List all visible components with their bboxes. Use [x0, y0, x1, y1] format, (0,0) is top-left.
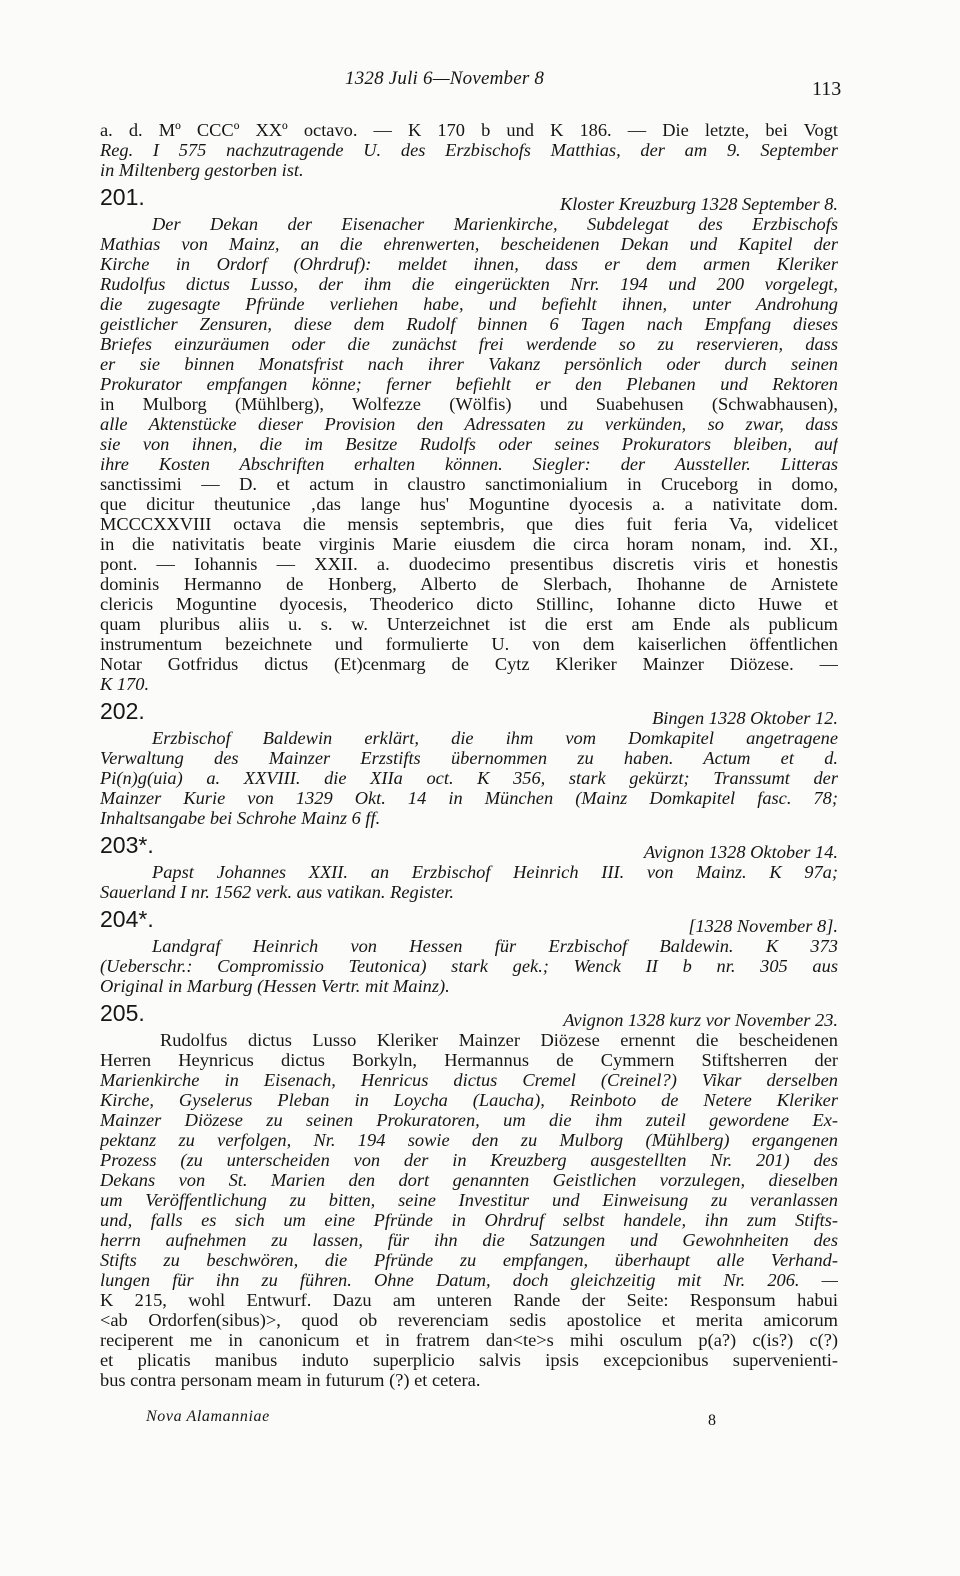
text-line: in die nativitatis beate virginis Marie eiusdem die circa horam nonam, ind. XI., [100, 534, 838, 554]
text-line: um Veröffentlichung zu bitten, seine Investitur und Einweisung zu veranlassen [100, 1190, 838, 1210]
entry-heading [100, 1000, 838, 1030]
text-line: ihre Kosten Abschriften erhalten können. Siegler: der Aussteller. Litteras [100, 454, 838, 474]
text-line: reciperent me in canonicum et in fratrem dan˂te˃s mihi osculum p(a?) c(is?) c(?) [100, 1330, 838, 1350]
intro-paragraph [100, 120, 838, 180]
entry-201 [100, 186, 838, 694]
entry-number: 201. [100, 184, 145, 210]
entry-heading [100, 698, 838, 728]
text-line: geistlicher Zensuren, diese dem Rudolf binnen 6 Tagen nach Empfang dieses [100, 314, 838, 334]
entry-place-date: [1328 November 8]. [688, 916, 838, 936]
text-line: sanctissimi — D. et actum in claustro sanctimonialium in Cruceborg in domo, [100, 474, 838, 494]
entry-heading [100, 184, 838, 214]
text-line: Der Dekan der Eisenacher Marienkirche, Subdelegat des Erzbischofs [152, 214, 838, 234]
text-line: Kirche, Gyselerus Pleban in Loycha (Laucha), Reinboto de Netere Kleriker [100, 1090, 838, 1110]
page-header [0, 68, 960, 98]
text-line: que dicitur theutunice ‚das lange hus' Moguntine dyocesis a. a nativitate dom. [100, 494, 838, 514]
text-line: die zugesagte Pfründe verliehen habe, und befiehlt ihnen, unter Androhung [100, 294, 838, 314]
text-line: Erzbischof Baldewin erklärt, die ihm vom Domkapitel angetragene [152, 728, 838, 748]
text-line: Herren Heynricus dictus Borkyln, Hermannus de Cymmern Stiftsherren der [100, 1050, 838, 1070]
text-line: Kirche in Ordorf (Ohrdruf): meldet ihnen, dass er dem armen Kleriker [100, 254, 838, 274]
text-line: et plicatis manibus induto superplicio salvis ipsis excepcionibus supervenienti- [100, 1350, 838, 1370]
text-line: ˂ab Ordorfen(sibus)˃, quod ob reverenciam sedis apostolice et merita amicorum [100, 1310, 838, 1330]
text-line: Notar Gotfridus dictus (Et)cenmarg de Cytz Kleriker Mainzer Diözese. — [100, 654, 838, 674]
entry-204 [100, 908, 838, 996]
text-line: pektanz zu verfolgen, Nr. 194 sowie den zu Mulborg (Mühlberg) ergangenen [100, 1130, 838, 1150]
entry-heading [100, 906, 838, 936]
text-line: a. d. Mº CCCº XXº octavo. — K 170 b und K 186. — Die letzte, bei Vogt [100, 120, 838, 140]
text-line: in Miltenberg gestorben ist. [100, 160, 304, 180]
text-line: Mainzer Kurie von 1329 Okt. 14 in München (Mainz Domkapitel fasc. 78; [100, 788, 838, 808]
signature-mark: Nova Alamanniae [146, 1408, 270, 1425]
entry-202 [100, 700, 838, 828]
page-footer [0, 1408, 960, 1432]
text-line: instrumentum bezeichnete und formulierte U. von dem kaiserlichen öffentlichen [100, 634, 838, 654]
entry-203 [100, 834, 838, 902]
entry-place-date: Avignon 1328 Oktober 14. [643, 842, 838, 862]
sheet-number: 8 [708, 1412, 716, 1429]
text-line: Mathias von Mainz, an die ehrenwerten, bescheidenen Dekan und Kapitel der [100, 234, 838, 254]
entry-place-date: Bingen 1328 Oktober 12. [652, 708, 838, 728]
entry-205 [100, 1002, 838, 1390]
text-line: MCCCXXVIII octava die mensis septembris, que dies fuit feria Va, videlicet [100, 514, 838, 534]
text-line: Landgraf Heinrich von Hessen für Erzbischof Baldewin. K 373 [152, 936, 838, 956]
text-line: (Ueberschr.: Compromissio Teutonica) stark gek.; Wenck II b nr. 305 aus [100, 956, 838, 976]
text-line: Rudolfus dictus Lusso Kleriker Mainzer Diözese ernennt die bescheidenen [160, 1030, 838, 1050]
entry-heading [100, 832, 838, 862]
text-line: Prokurator empfangen könne; ferner befiehlt er den Plebanen und Rektoren [100, 374, 838, 394]
text-line: Verwaltung des Mainzer Erzstifts übernommen zu haben. Actum et d. [100, 748, 838, 768]
text-line: lungen für ihn zu führen. Ohne Datum, doch gleichzeitig mit Nr. 206. — [100, 1270, 838, 1290]
entry-place-date: Avignon 1328 kurz vor November 23. [563, 1010, 838, 1030]
text-line: Stifts zu beschwören, die Pfründe zu empfangen, überhaupt alle Verhand- [100, 1250, 838, 1270]
text-line: clericis Moguntine dyocesis, Theoderico dicto Stillinc, Iohanne dicto Huwe et [100, 594, 838, 614]
document-body [100, 120, 838, 1390]
text-line: quam pluribus aliis u. s. w. Unterzeichnet ist die erst am Ende als publicum [100, 614, 838, 634]
text-line: Marienkirche in Eisenach, Henricus dictus Cremel (Creinel?) Vikar derselben [100, 1070, 838, 1090]
text-line: K 215, wohl Entwurf. Dazu am unteren Rande der Seite: Responsum habui [100, 1290, 838, 1310]
text-line: Papst Johannes XXII. an Erzbischof Heinrich III. von Mainz. K 97a; [152, 862, 838, 882]
text-line: Prozess (zu unterscheiden von der in Kreuzberg ausgestellten Nr. 201) des [100, 1150, 838, 1170]
text-line: Reg. I 575 nachzutragende U. des Erzbischofs Matthias, der am 9. September [100, 140, 838, 160]
text-line: Briefes einzuräumen oder die zunächst frei werdende so zu reservieren, dass [100, 334, 838, 354]
text-line: er sie binnen Monatsfrist nach ihrer Vakanz persönlich oder durch seinen [100, 354, 838, 374]
text-line: sie von ihnen, die im Besitze Rudolfs oder seines Prokurators bleiben, auf [100, 434, 838, 454]
entry-place-date: Kloster Kreuzburg 1328 September 8. [559, 194, 838, 214]
text-line: dominis Hermanno de Honberg, Alberto de Slerbach, Ihohanne de Arnistete [100, 574, 838, 594]
text-line: alle Aktenstücke dieser Provision den Adressaten zu verkünden, so zwar, dass [100, 414, 838, 434]
running-title: 1328 Juli 6—November 8 [345, 68, 545, 89]
text-line: bus contra personam meam in futurum (?) et cetera. [100, 1370, 481, 1390]
text-line: und, falls es sich um eine Pfründe in Ohrdruf selbst handele, ihn zum Stifts- [100, 1210, 838, 1230]
text-line: Inhaltsangabe bei Schrohe Mainz 6 ff. [100, 808, 381, 828]
text-line: Original in Marburg (Hessen Vertr. mit Mainz). [100, 976, 450, 996]
text-line: Rudolfus dictus Lusso, der ihm die eingerückten Nrr. 194 und 200 vorgelegt, [100, 274, 838, 294]
entry-number: 204*. [100, 906, 154, 932]
text-line: Dekans von St. Marien den dort genannten Geistlichen vorzulegen, dieselben [100, 1170, 838, 1190]
text-line: K 170. [100, 674, 150, 694]
text-line: herrn aufnehmen zu lassen, für ihn die Satzungen und Gewohnheiten des [100, 1230, 838, 1250]
entry-number: 202. [100, 698, 145, 724]
entry-number: 203*. [100, 832, 154, 858]
text-line: pont. — Iohannis — XXII. a. duodecimo presentibus discretis viris et honestis [100, 554, 838, 574]
text-line: Mainzer Diözese zu seinen Prokuratoren, um die ihm zuteil gewordene Ex- [100, 1110, 838, 1130]
text-line: Pi(n)g(uia) a. XXVIII. die XIIa oct. K 356, stark gekürzt; Transsumt der [100, 768, 838, 788]
page-number: 113 [812, 78, 842, 100]
text-line: in Mulborg (Mühlberg), Wolfezze (Wölfis) und Suabehusen (Schwabhausen), [100, 394, 838, 414]
entry-number: 205. [100, 1000, 145, 1026]
text-line: Sauerland I nr. 1562 verk. aus vatikan. Register. [100, 882, 454, 902]
